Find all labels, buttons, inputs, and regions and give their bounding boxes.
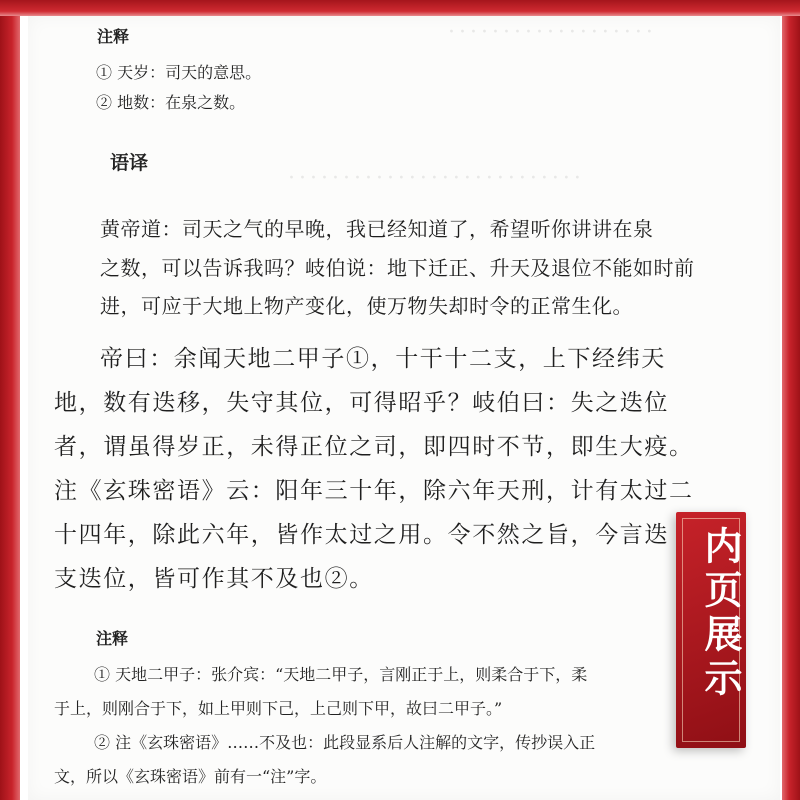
red-border-right — [782, 0, 800, 800]
note-item: ① 天地二甲子：张介宾：“天地二甲子，言刚正于上，则柔合于下，柔 — [94, 665, 588, 684]
translation-line: 黄帝道：司天之气的早晚，我已经知道了，希望听你讲讲在泉 — [100, 217, 654, 241]
note-item: ② 注《玄珠密语》……不及也：此段显系后人注解的文字，传抄误入正 — [94, 733, 596, 752]
badge-label: 内页展示 — [698, 526, 742, 702]
original-line: 注《玄珠密语》云：阳年三十年，除六年天刑，计有太过二 — [54, 478, 694, 504]
translation-line: 进，可应于大地上物产变化，使万物失却时令的正常生化。 — [100, 294, 633, 318]
notes-heading-top: 注释 — [97, 27, 130, 46]
note-item: 文，所以《玄珠密语》前有一“注”字。 — [54, 767, 327, 786]
inner-page-badge — [676, 512, 746, 748]
translation-line: 之数，可以告诉我吗？岐伯说：地下迁正、升天及退位不能如时前 — [100, 256, 695, 280]
show-through-text: ··················· — [448, 20, 657, 45]
book-page — [28, 16, 780, 800]
original-line: 者，谓虽得岁正，未得正位之司，即四时不节，即生大疫。 — [54, 434, 694, 460]
original-line: 帝曰：余闻天地二甲子①，十干十二支，上下经纬天 — [100, 346, 666, 372]
original-line: 十四年，除此六年，皆作太过之用。令不然之旨，今言迭 — [54, 522, 669, 548]
note-item: 于上，则刚合于下，如上甲则下己，上己则下甲，故曰二甲子。” — [54, 699, 503, 718]
translation-heading: 语译 — [110, 152, 149, 174]
original-line: 支迭位，皆可作其不及也②。 — [54, 566, 374, 592]
note-item: ② 地数：在泉之数。 — [96, 93, 246, 112]
notes-heading-bottom: 注释 — [96, 629, 129, 648]
original-line: 地，数有迭移，失守其位，可得昭乎？岐伯曰：失之迭位 — [54, 390, 669, 416]
note-item: ① 天岁：司天的意思。 — [96, 63, 262, 82]
show-through-text: ··························· — [288, 166, 585, 191]
